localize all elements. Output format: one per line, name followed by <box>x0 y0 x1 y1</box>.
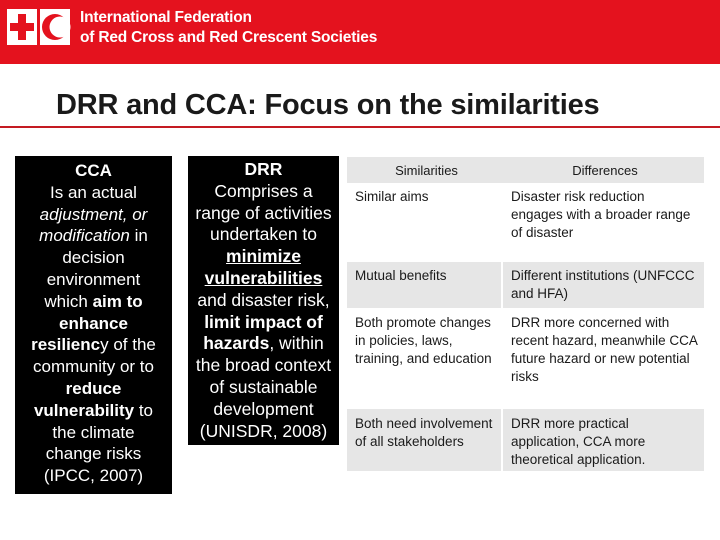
similarity-cell <box>347 308 502 409</box>
similarity-cell <box>347 409 502 471</box>
drr-text-line: and disaster risk, <box>197 289 330 310</box>
cca-text-line <box>15 334 172 356</box>
drr-text-line: Comprises a <box>214 180 313 201</box>
difference-cell <box>502 409 704 471</box>
red-cross-red-crescent-logo-icon <box>4 5 72 50</box>
cell-text: Disaster risk reduction engages with a broader range of disaster <box>511 189 691 240</box>
drr-text-line <box>188 333 339 355</box>
drr-text-line: the broad context <box>195 355 332 376</box>
difference-cell <box>502 308 704 409</box>
similarity-cell <box>347 262 502 308</box>
drr-text-fragment: hazards <box>203 333 270 354</box>
drr-text-line: (UNISDR, 2008) <box>199 420 328 441</box>
cca-text-line <box>15 400 172 422</box>
cca-text-line: enhance <box>59 313 128 333</box>
cca-text-line: change risks <box>45 444 142 464</box>
cell-text: Similar aims <box>355 189 429 204</box>
difference-cell <box>502 262 704 308</box>
cca-text-line: decision <box>62 248 125 268</box>
column-header-differences: Differences <box>502 157 704 183</box>
cca-text-line <box>15 291 172 313</box>
cca-text-line <box>15 225 172 247</box>
cca-text-line: the climate <box>52 422 135 442</box>
cca-text-fragment: resilienc <box>31 335 101 355</box>
table-row <box>347 308 704 409</box>
drr-text-line: development <box>213 398 314 419</box>
cell-text: DRR more practical application, CCA more theoretical application. <box>511 416 646 467</box>
drr-text-line: range of activities <box>195 202 332 223</box>
drr-text-line: minimize <box>226 246 301 267</box>
comparison-table <box>347 157 704 471</box>
cell-text: DRR more concerned with recent hazard, meanwhile CCA future hazard or new potential risks <box>511 315 698 384</box>
cca-text-fragment: modification <box>39 226 130 246</box>
cell-text: Mutual benefits <box>355 268 447 283</box>
header-bar <box>0 0 720 64</box>
drr-text-line: limit impact of <box>204 311 323 332</box>
cca-text-line: reduce <box>65 378 122 398</box>
cca-text-fragment: to <box>134 400 154 420</box>
similarity-cell <box>347 183 502 262</box>
cca-text-fragment: aim to <box>92 291 143 311</box>
column-header-similarities: Similarities <box>347 157 502 183</box>
cca-heading: CCA <box>75 161 112 180</box>
cca-text-line: Is an actual <box>50 182 137 202</box>
cell-text: Both promote changes in policies, laws, training, and education <box>355 315 492 366</box>
slide-title: DRR and CCA: Focus on the similarities <box>56 89 600 121</box>
cca-text-line: adjustment, or <box>39 204 148 224</box>
cca-text-fragment: in <box>129 226 148 246</box>
cca-text-line: community or to <box>33 357 154 377</box>
title-divider <box>0 126 720 128</box>
drr-text-line: undertaken to <box>209 224 318 245</box>
cca-text-fragment: vulnerability <box>33 400 135 420</box>
cell-text: Different institutions (UNFCCC and HFA) <box>511 268 695 301</box>
cca-text-fragment: which <box>44 291 93 311</box>
org-name-line2: of Red Cross and Red Crescent Societies <box>80 29 378 46</box>
cca-text-line: (IPCC, 2007) <box>43 466 144 486</box>
cca-definition-box <box>15 156 172 494</box>
drr-text-fragment: , within <box>269 333 324 354</box>
drr-heading: DRR <box>244 159 283 179</box>
drr-text-line: vulnerabilities <box>204 267 323 288</box>
org-name-line1: International Federation <box>80 9 252 26</box>
table-header-row <box>347 157 704 183</box>
drr-definition-box <box>188 156 339 445</box>
table-row <box>347 183 704 262</box>
cca-text-line: environment <box>46 269 141 289</box>
table-row <box>347 409 704 471</box>
cca-text-fragment: y of the <box>100 335 156 355</box>
table-row <box>347 262 704 308</box>
cell-text: Both need involvement of all stakeholders <box>355 416 493 449</box>
difference-cell <box>502 183 704 262</box>
drr-text-line: of sustainable <box>209 376 318 397</box>
